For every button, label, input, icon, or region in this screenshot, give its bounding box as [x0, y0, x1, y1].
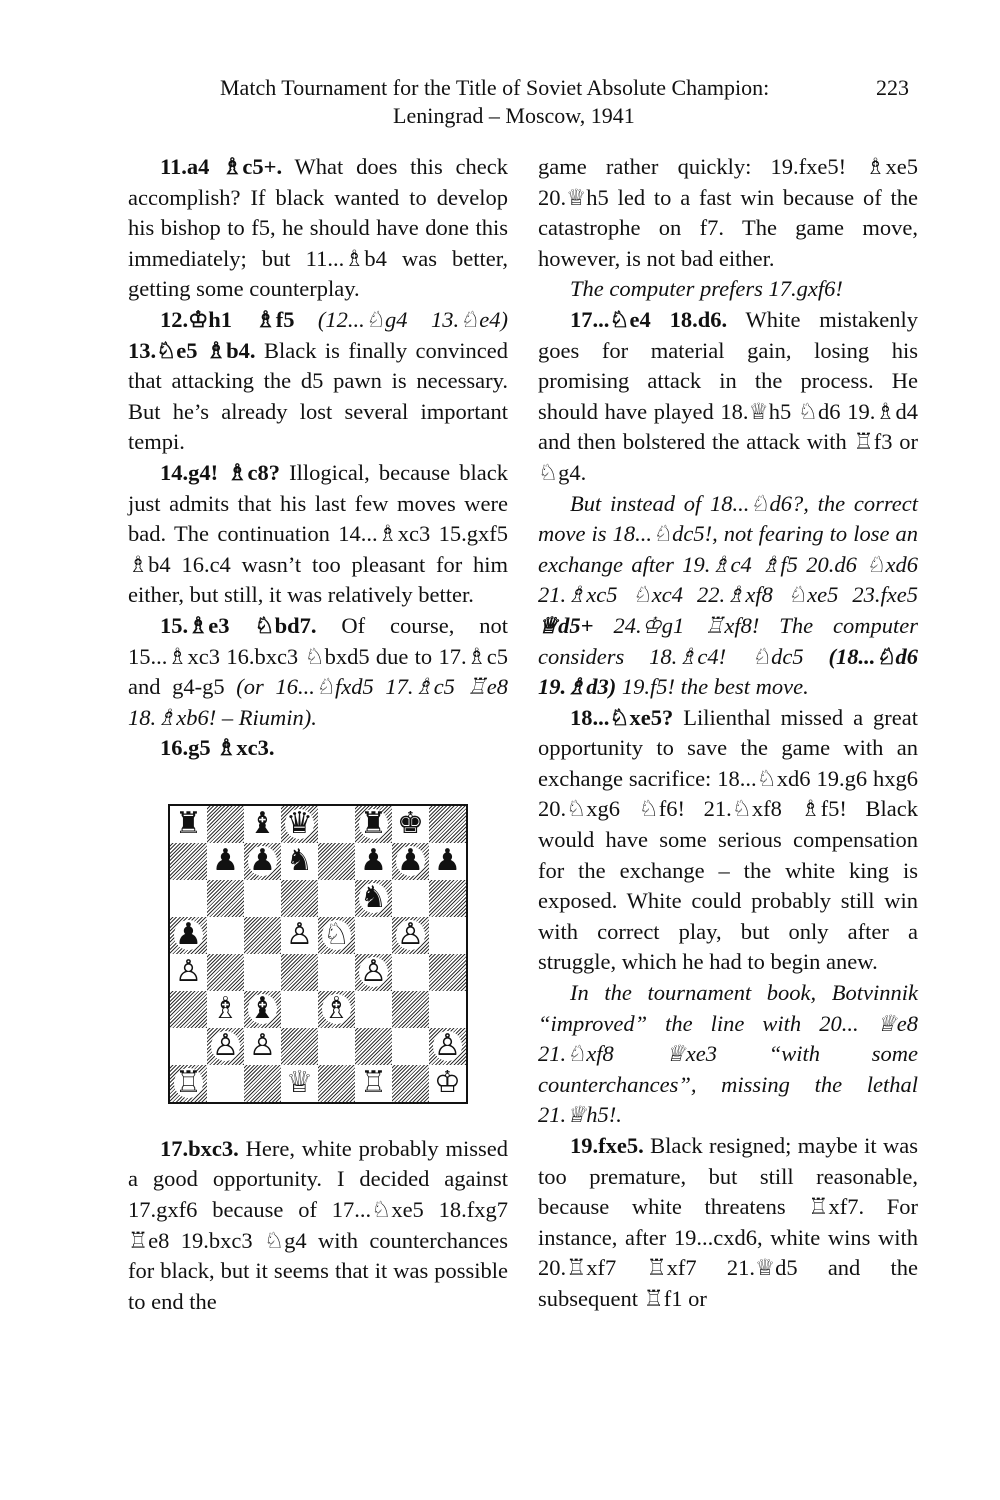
move-label: 12.♔h1 ♗f5 [160, 306, 295, 332]
chess-piece-icon: ♟ [212, 843, 239, 879]
running-title-line2: Leningrad – Moscow, 1941 [393, 103, 635, 128]
square-a8 [170, 806, 207, 843]
square-c4 [244, 954, 281, 991]
square-d6 [281, 880, 318, 917]
italic-note: 19.f5! the best move. [616, 674, 809, 700]
chess-piece-icon: ♜ [175, 806, 202, 842]
square-h7 [429, 843, 466, 880]
move-label: 13.♘e5 ♗b4. [128, 337, 256, 363]
square-e5 [318, 917, 355, 954]
chess-piece-icon: ♚ [397, 806, 424, 842]
paragraph-12 [128, 305, 508, 458]
commentary-text: Here, white probably missed a good opportunity. I decided against 17.gxf6 because of 17...♘xe5 18.fxg7 ♖e8 19.bxc3 ♘g4 with counterchances for black, but it seems that it was possible to end the [128, 1135, 508, 1314]
square-a2 [170, 1028, 207, 1065]
square-f3 [355, 991, 392, 1028]
italic-note: In the tournament book, Botvinnik “improved” the line with 20... ♕e8 21.♘xf8 ♕xe3 “with some counterchances”, missing the lethal 21.♕h5!. [538, 980, 918, 1128]
square-g6 [392, 880, 429, 917]
square-c3 [244, 991, 281, 1028]
square-f7 [355, 843, 392, 880]
chess-piece-icon: ♖ [360, 1065, 387, 1101]
chess-piece-icon: ♟ [434, 843, 461, 879]
square-h5 [429, 917, 466, 954]
chess-piece-icon: ♞ [286, 843, 313, 879]
square-h1 [429, 1065, 466, 1102]
running-title-line1: Match Tournament for the Title of Soviet Absolute Champion: [220, 75, 770, 100]
square-b5 [207, 917, 244, 954]
move-label: 14.g4! ♗c8? [160, 459, 280, 485]
paragraph-analysis [538, 489, 918, 703]
square-b8 [207, 806, 244, 843]
italic-note: The computer prefers 17.gxf6! [570, 276, 843, 302]
square-b2 [207, 1028, 244, 1065]
square-c2 [244, 1028, 281, 1065]
square-g3 [392, 991, 429, 1028]
paragraph-14 [128, 458, 508, 611]
commentary-text: White mistakenly goes for material gain, losing his promising attack in the process. He should have played 18.♕h5 ♘d6 19.♗d4 and then bolstered the attack with ♖f3 or ♘g4. [538, 306, 918, 485]
square-g5 [392, 917, 429, 954]
square-b3 [207, 991, 244, 1028]
square-a1 [170, 1065, 207, 1102]
chess-piece-icon: ♙ [286, 917, 313, 953]
square-c6 [244, 880, 281, 917]
variation-text: (or 16...♘fxd5 17.♗c5 ♖e8 18.♗xb6! – Riumin). [128, 674, 508, 730]
square-a4 [170, 954, 207, 991]
square-a3 [170, 991, 207, 1028]
square-h2 [429, 1028, 466, 1065]
square-f4 [355, 954, 392, 991]
square-h4 [429, 954, 466, 991]
square-g2 [392, 1028, 429, 1065]
paragraph-19 [538, 1131, 918, 1315]
chess-piece-icon: ♟ [175, 917, 202, 953]
square-c1 [244, 1065, 281, 1102]
chess-piece-icon: ♘ [323, 917, 350, 953]
square-d2 [281, 1028, 318, 1065]
commentary-text: What does this check accomplish? If black wanted to develop his bishop to f5, he should have done this immediately; but 11...♗b4 was better, getting some counterplay. [128, 154, 508, 302]
square-g8 [392, 806, 429, 843]
square-b1 [207, 1065, 244, 1102]
chess-piece-icon: ♙ [360, 954, 387, 990]
paragraph-tournament-book [538, 978, 918, 1131]
commentary-text: Of course, not 15...♗xc3 16.bxc3 ♘bxd5 due to 17.♗c5 and g4-g5 [128, 612, 508, 700]
square-a6 [170, 880, 207, 917]
chess-piece-icon: ♗ [212, 991, 239, 1027]
square-d7 [281, 843, 318, 880]
move-label: 19.fxe5. [570, 1133, 644, 1158]
right-column [538, 152, 918, 1315]
chess-diagram [168, 804, 468, 1104]
page-number: 223 [876, 75, 909, 100]
square-e1 [318, 1065, 355, 1102]
chess-piece-icon: ♜ [360, 806, 387, 842]
chess-piece-icon: ♔ [434, 1065, 461, 1101]
paragraph-15 [128, 611, 508, 733]
paragraph-16 [128, 733, 508, 764]
square-h8 [429, 806, 466, 843]
square-d3 [281, 991, 318, 1028]
chess-piece-icon: ♟ [360, 843, 387, 879]
chess-piece-icon: ♙ [397, 917, 424, 953]
square-e2 [318, 1028, 355, 1065]
chess-piece-icon: ♞ [360, 880, 387, 916]
square-a5 [170, 917, 207, 954]
square-b6 [207, 880, 244, 917]
paragraph-18 [538, 703, 918, 978]
commentary-text: Lilienthal missed a great opportunity to save the game with an exchange sacrifice: 18...♘xd6 19.g6 hxg6 20.♘xg6 ♘f6! 21.♘xf8 ♗f5! Black would have some serious compensation for the exchange – the white king is exposed. White could probably still win with correct play, but only after a struggle, which he had to begin anew. [538, 704, 918, 975]
square-e3 [318, 991, 355, 1028]
commentary-text: game rather quickly: 19.fxe5! ♗xe5 20.♕h5 led to a fast win because of the catastrophe on f7. The game move, however, is not bad either. [538, 154, 918, 271]
paragraph-computer-note [538, 274, 918, 305]
chess-piece-icon: ♗ [323, 991, 350, 1027]
square-h3 [429, 991, 466, 1028]
square-d1 [281, 1065, 318, 1102]
paragraph-17 [128, 1134, 508, 1318]
square-c7 [244, 843, 281, 880]
square-b7 [207, 843, 244, 880]
chess-piece-icon: ♛ [286, 806, 313, 842]
variation-text: (12...♘g4 13.♘e4) [294, 306, 508, 332]
square-f1 [355, 1065, 392, 1102]
square-g7 [392, 843, 429, 880]
chess-piece-icon: ♙ [434, 1028, 461, 1064]
commentary-text: Illogical, because black just admits that his last few moves were bad. The continuation 14...♗xc3 15.gxf5 ♗b4 16.c4 wasn’t too pleasant for him either, but still, it was relatively better. [128, 459, 508, 608]
chess-piece-icon: ♕ [286, 1065, 313, 1101]
bold-move: ♕d5+ [538, 612, 594, 638]
square-d4 [281, 954, 318, 991]
move-label: 11.a4 ♗c5+. [160, 154, 283, 179]
move-label: 15.♗e3 ♘bd7. [160, 612, 317, 638]
chess-board [168, 804, 468, 1104]
square-e6 [318, 880, 355, 917]
square-a7 [170, 843, 207, 880]
paragraph-continued [538, 152, 918, 274]
bold-variation: (18...♘d6 19.♗d3) [538, 643, 918, 700]
chess-piece-icon: ♝ [249, 806, 276, 842]
square-e7 [318, 843, 355, 880]
chess-piece-icon: ♖ [175, 1065, 202, 1101]
square-c5 [244, 917, 281, 954]
paragraph-11 [128, 152, 508, 305]
square-f5 [355, 917, 392, 954]
italic-note: 24.♔g1 ♖xf8! The computer considers 18.♗c4! ♘dc5 [538, 612, 918, 669]
paragraph-17-18 [538, 305, 918, 489]
square-h6 [429, 880, 466, 917]
left-column [128, 152, 508, 1317]
move-label: 16.g5 ♗xc3. [160, 735, 275, 761]
italic-note: But instead of 18...♘d6?, the correct move is 18...♘dc5!, not fearing to lose an exchange after 19.♗c4 ♗f5 20.d6 ♘xd6 21.♗xc5 ♘xc4 22.♗xf8 ♘xe5 23.fxe5 [538, 490, 918, 608]
square-g1 [392, 1065, 429, 1102]
chess-piece-icon: ♟ [397, 843, 424, 879]
square-f6 [355, 880, 392, 917]
chess-piece-icon: ♙ [249, 1028, 276, 1064]
square-f2 [355, 1028, 392, 1065]
square-e4 [318, 954, 355, 991]
square-b4 [207, 954, 244, 991]
square-f8 [355, 806, 392, 843]
square-d8 [281, 806, 318, 843]
commentary-text: Black resigned; maybe it was too premature, but still reasonable, because white threatens ♖xf7. For instance, after 19...cxd6, white wins with 20.♖xf7 ♖xf7 21.♕d5 and the subsequent ♖f1 or [538, 1133, 918, 1311]
chess-piece-icon: ♙ [212, 1028, 239, 1064]
square-c8 [244, 806, 281, 843]
move-label: 17...♘e4 18.d6. [570, 306, 728, 332]
square-g4 [392, 954, 429, 991]
chess-piece-icon: ♟ [249, 843, 276, 879]
square-e8 [318, 806, 355, 843]
commentary-text: Black is finally convinced that attacking the d5 pawn is necessary. But he’s already lost several important tempi. [128, 337, 509, 455]
chess-piece-icon: ♙ [175, 954, 202, 990]
square-d5 [281, 917, 318, 954]
move-label: 18...♘xe5? [570, 704, 674, 730]
move-label: 17.bxc3. [160, 1135, 239, 1161]
chess-piece-icon: ♝ [249, 991, 276, 1027]
